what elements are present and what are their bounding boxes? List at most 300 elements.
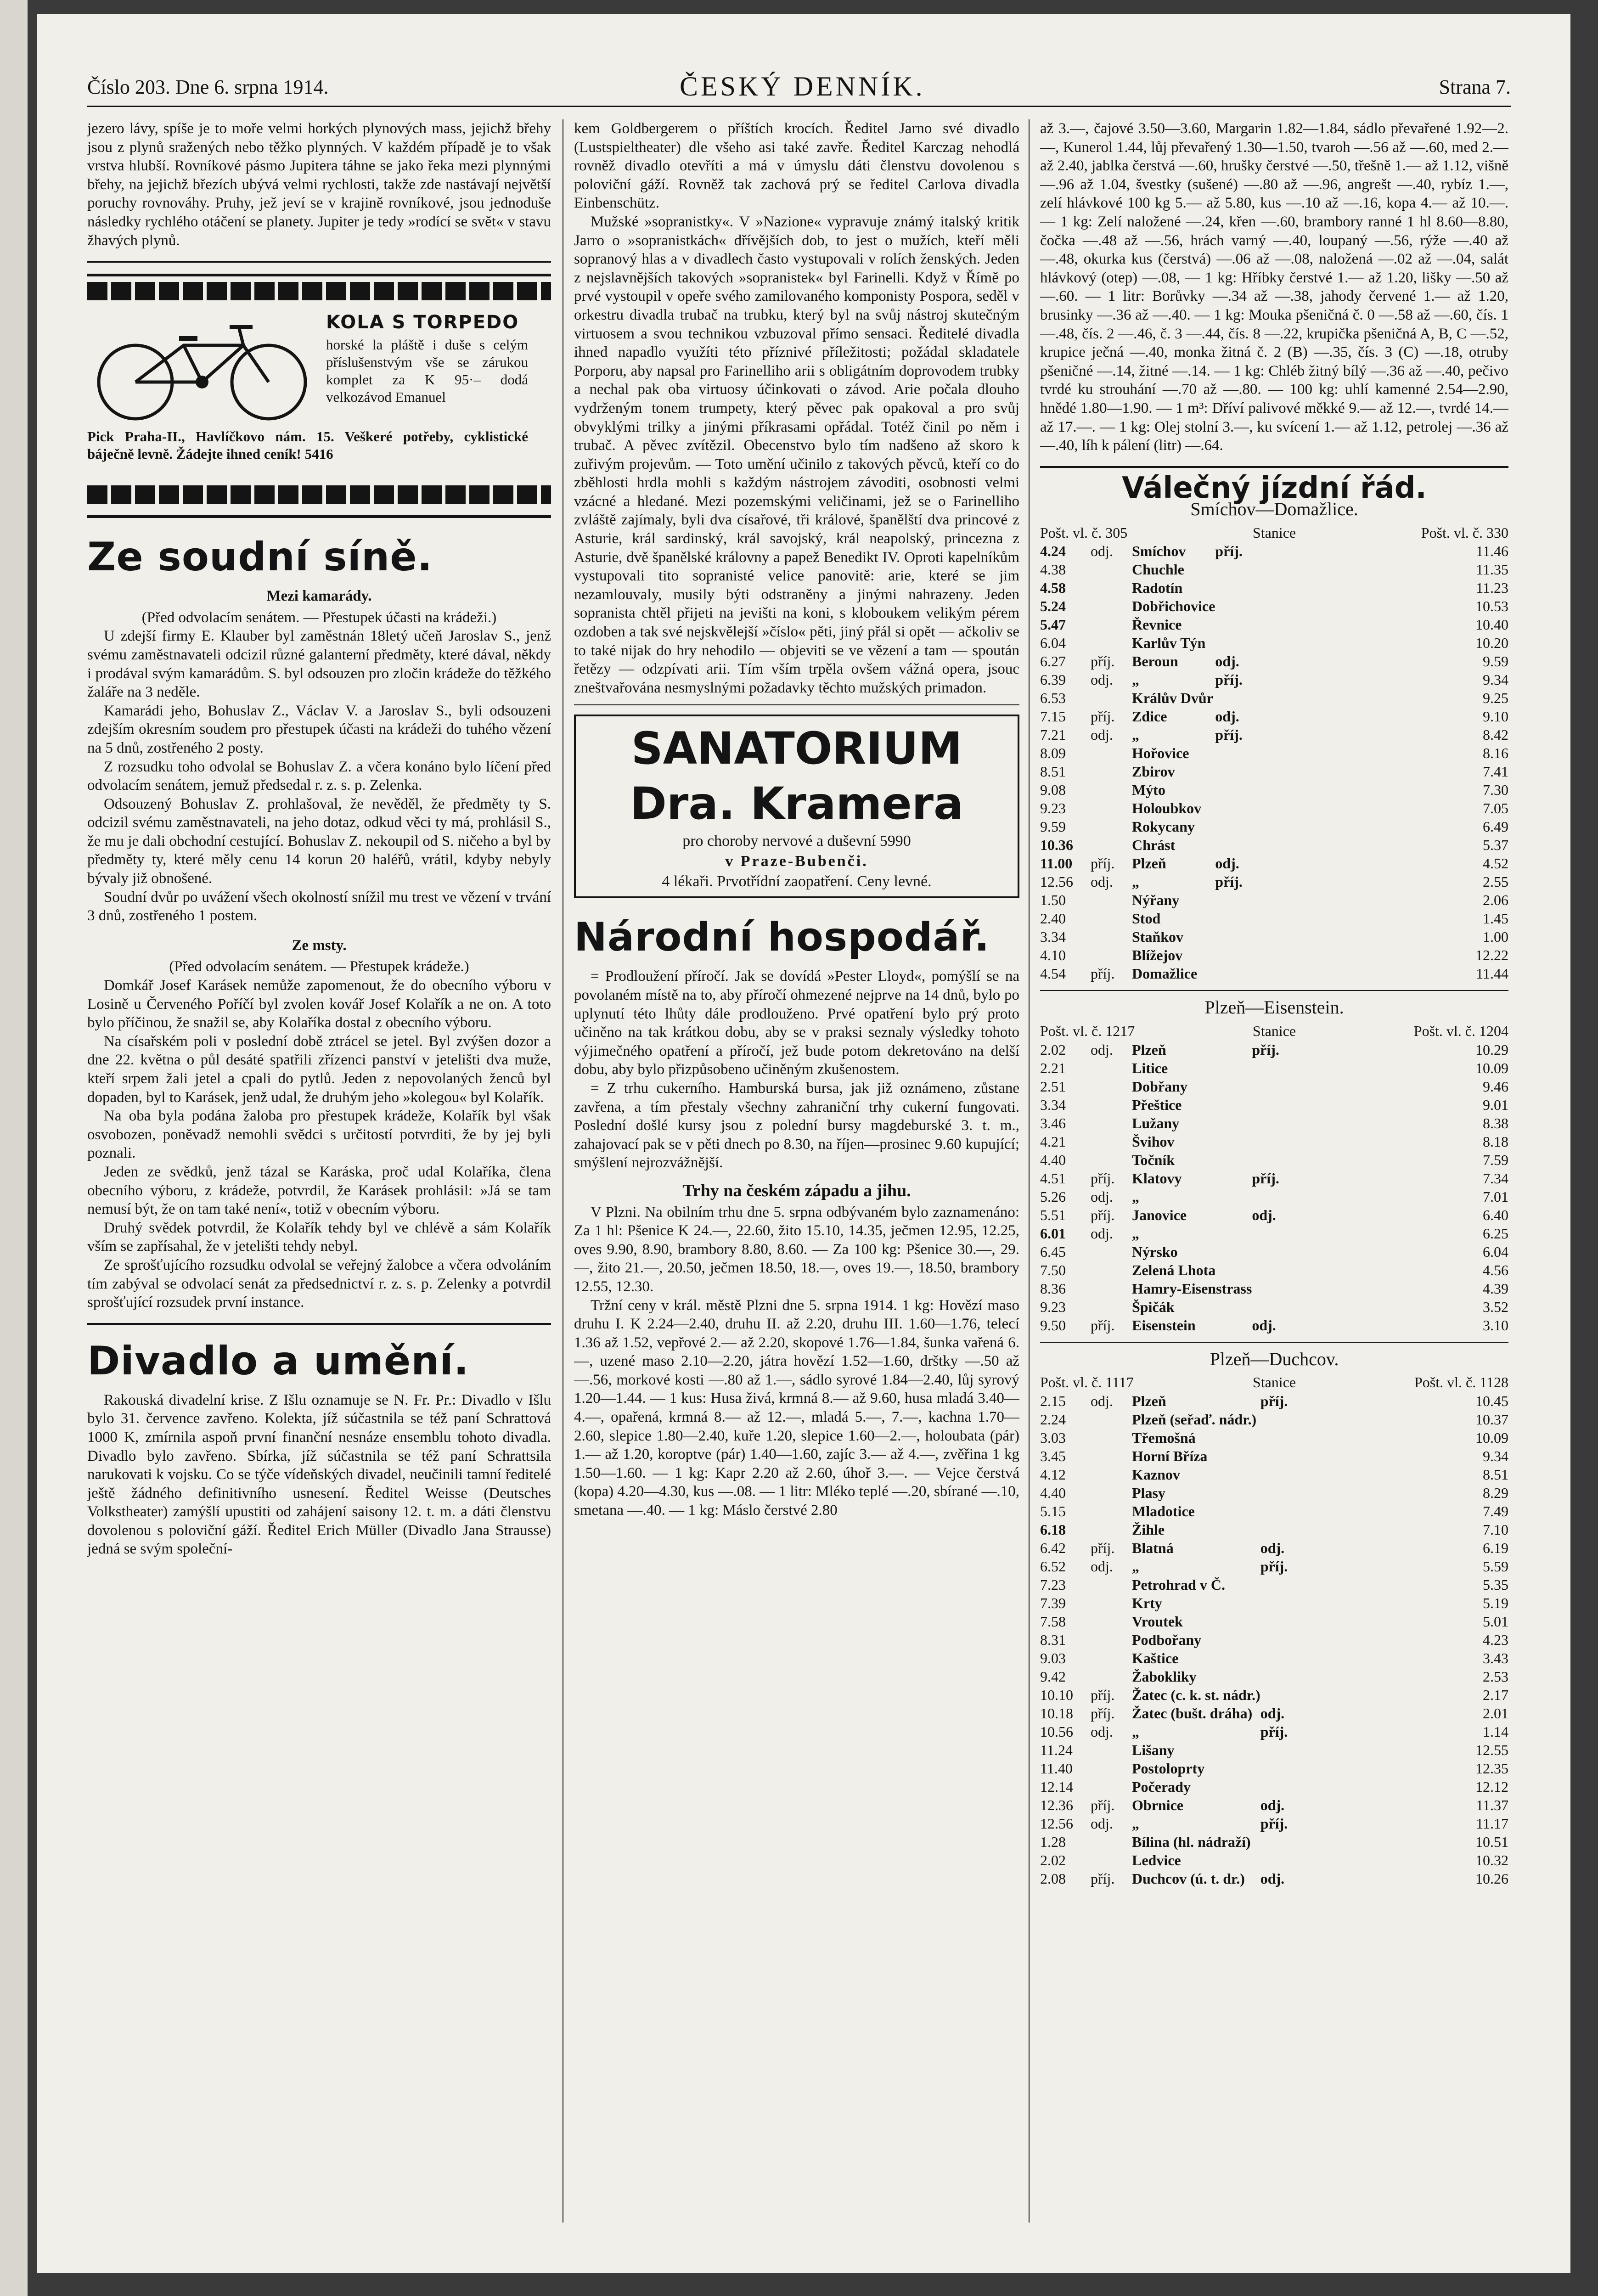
column-3 [1040, 119, 1508, 2232]
arrival-mark [1091, 597, 1132, 615]
arrival-mark [1215, 762, 1256, 781]
station-name: „ [1132, 1723, 1139, 1740]
departure-time: 4.40 [1040, 1484, 1066, 1501]
departure-time: 6.01 [1040, 1225, 1066, 1242]
timetable-table [1040, 1041, 1508, 1334]
station-name: „ [1132, 1558, 1139, 1575]
arrival-mark [1252, 1279, 1293, 1298]
station-name: Krty [1132, 1594, 1162, 1611]
table-row [1040, 1132, 1508, 1151]
arrival-mark [1215, 634, 1256, 652]
table-row [1040, 1814, 1508, 1833]
table-row [1040, 1243, 1508, 1261]
return-time: 5.19 [1483, 1594, 1508, 1611]
arrival-mark [1091, 1594, 1132, 1612]
station-name: Zbirov [1132, 763, 1175, 780]
departure-time: 7.15 [1040, 708, 1066, 725]
arrival-mark: odj. [1091, 1558, 1113, 1575]
header-right: Pošt. vl. č. 330 [1421, 524, 1508, 541]
station-name: Třemošná [1132, 1429, 1196, 1446]
arrival-mark [1091, 1631, 1132, 1649]
return-time: 12.55 [1475, 1741, 1508, 1758]
return-time: 9.10 [1483, 708, 1508, 725]
return-time: 9.34 [1483, 1447, 1508, 1464]
departure-time: 9.03 [1040, 1649, 1066, 1666]
return-time: 8.29 [1483, 1484, 1508, 1501]
table-row [1040, 1576, 1508, 1594]
arrival-mark [1252, 1151, 1293, 1169]
table-row [1040, 689, 1508, 707]
departure-time: 4.24 [1040, 543, 1066, 560]
arrival-mark [1091, 1465, 1132, 1484]
arrival-mark [1252, 1114, 1293, 1132]
return-time: 8.42 [1483, 726, 1508, 743]
departure-time: 7.39 [1040, 1594, 1066, 1611]
station-name: Mladotice [1132, 1503, 1195, 1519]
arrival-mark [1215, 579, 1256, 597]
station-name: Bílina (hl. nádraží) [1132, 1833, 1251, 1850]
ad-top-stripe [87, 282, 551, 300]
station-name: Hamry-Eisenstrass [1132, 1280, 1252, 1297]
arrival-mark [1252, 1298, 1293, 1316]
return-time: 2.17 [1483, 1686, 1508, 1703]
departure-time: 11.00 [1040, 855, 1073, 872]
arrival-mark [1091, 1059, 1132, 1077]
table-row [1040, 1447, 1508, 1465]
page-number: Strana 7. [1439, 76, 1511, 98]
table-row [1040, 597, 1508, 615]
table-row [1040, 799, 1508, 817]
return-time: 8.38 [1483, 1114, 1508, 1131]
return-time: 10.40 [1475, 616, 1508, 633]
departure-time: 6.27 [1040, 653, 1066, 670]
departure-time: 3.03 [1040, 1429, 1066, 1446]
station-name: Chrást [1132, 837, 1176, 854]
departure-time: 2.15 [1040, 1392, 1066, 1409]
newspaper-page [37, 14, 1570, 2273]
ad-text: horské la pláště i duše s celým příslušenstvým vše se zárukou komplet za K 95·– dodá velkozávod Emanuel [326, 337, 528, 405]
station-name: Karlův Týn [1132, 635, 1206, 652]
departure-time: 6.18 [1040, 1521, 1066, 1538]
departure-time: 3.46 [1040, 1114, 1066, 1131]
return-time: 11.37 [1476, 1796, 1508, 1813]
departure-time: 2.40 [1040, 910, 1066, 927]
station-name: Chuchle [1132, 561, 1184, 578]
return-time: 12.35 [1475, 1760, 1508, 1777]
arrival-mark [1252, 1243, 1293, 1261]
station-name: Horní Bříza [1132, 1447, 1208, 1464]
paragraph: U zdejší firmy E. Klauber byl zaměstnán 18letý učeň Jaroslav S., jenž svému zaměstnavateli odcizil různé galanterní předměty, které dával, někdy i prodával svým kamarádům. S. byl odsouzen pro zločin krádeže do těžkého žaláře na 3 neděle. [87, 628, 551, 701]
arrival-mark [1091, 1429, 1132, 1447]
departure-time: 6.42 [1040, 1539, 1066, 1556]
table-row [1040, 1722, 1508, 1741]
table-row [1040, 579, 1508, 597]
arrival-mark [1091, 1410, 1132, 1429]
market-prices-continued: až 3.—, čajové 3.50—3.60, Margarin 1.82—1.84, sádlo převařené 1.92—2.—, Kunerol 1.44, lůj převařený 1.30—1.50, tvaroh —.56 až —.60, med 2.— až 2.40, jablka čerstvá —.60, hrušky čerstvé —.50, třešně 1.— až 1.12, višně —.96 až 1.04, švestky (sušené) —.80 až —.96, angrešt —.40, rybíz 1.—, zelí hlávkové 100 kg 5.— až 5.80, kus —.10 až —.16, kopa 4.— až 10.—. — 1 kg: Zelí naložené —.24, křen —.60, brambory ranné 1 hl 8.60—8.80, čočka —.48 až —.56, hrách varný —.40, loupaný —.56, rýže —.40 až —.48, okurka kus (čerstvá) —.06 až —.08, naložená —.02 až —.04, salát hlávkový (otep) —.08, — 1 kg: Hříbky čerstvé 1.— až 1.20, lišky —.50 až —.60. — 1 litr: Borůvky —.34 až —.38, jahody červené 1.— až 1.20, brusinky —.36 až —.40. — 1 kg: Mouka pšeničná č. 0 —.58 až —.60, čís. 1 —.48, čís. 2 —.46, č. 3 —.44, čís. 8 —.22, krupička pšeničná A, B, C —.52, krupice ječná —.40, monka žitná č. 2 (B) —.35, čís. 3 (C) —.18, otruby pšeničné —.14, žitné —.14. — 1 kg: Chléb žitný bílý —.36 až —.40, pečivo tvrdé ku strouhání —.70 až —.80. — 100 kg: uhlí kamenné 2.54—2.90, hnědé 1.80—1.90. — 1 m³: Dříví palivové měkké 9.— až 12.—, tvrdé 14.— až 17.—. — 1 kg: Olej stolní 3.—, ku svícení 1.— až 1.12, petrolej —.36 až —.40, líh k pálení (litr) —.64. [1040, 120, 1508, 454]
column-2 [574, 119, 1019, 2232]
table-row [1040, 1649, 1508, 1667]
return-time: 1.45 [1483, 910, 1508, 927]
arrival-mark [1091, 1759, 1132, 1778]
departure-time: 6.52 [1040, 1558, 1066, 1575]
timetable-plzen-eisenstein [1040, 998, 1508, 1334]
arrival-mark [1091, 1741, 1132, 1759]
station-name: Petrohrad v Č. [1132, 1576, 1225, 1593]
departure-time: 6.45 [1040, 1243, 1066, 1260]
arrival-mark [1252, 1096, 1293, 1114]
arrival-mark [1252, 1187, 1293, 1206]
timetable-smichov-domazlice [1040, 500, 1508, 983]
station-name: Holoubkov [1132, 800, 1202, 817]
arrival-mark [1215, 817, 1256, 836]
station-name: Dobřichovice [1132, 598, 1215, 615]
arrival-mark [1091, 1502, 1132, 1520]
table-row [1040, 1465, 1508, 1484]
arrival-mark [1215, 781, 1256, 799]
return-time: 9.59 [1483, 653, 1508, 670]
departure-time: 9.23 [1040, 800, 1066, 817]
return-time: 9.46 [1483, 1078, 1508, 1095]
arrival-mark [1260, 1594, 1302, 1612]
return-time: 7.59 [1483, 1151, 1508, 1168]
station-name: Rokycany [1132, 818, 1195, 835]
arrival-mark: příj. [1215, 671, 1243, 688]
return-time: 7.01 [1483, 1188, 1508, 1205]
header-left: Pošt. vl. č. 1217 [1040, 1023, 1135, 1040]
station-name: Žabokliky [1132, 1668, 1197, 1685]
table-row [1040, 1410, 1508, 1429]
table-row [1040, 1502, 1508, 1520]
arrival-mark: odj. [1260, 1796, 1285, 1813]
paragraph: Z rozsudku toho odvolal se Bohuslav Z. a včera konáno bylo líčení před odvolacím senátem, jemuž předsedal r. z. s. p. Zelenka. [87, 758, 551, 794]
arrival-mark [1091, 946, 1132, 964]
table-row [1040, 1298, 1508, 1316]
arrival-mark [1215, 928, 1256, 946]
arrival-mark: příj. [1091, 708, 1115, 725]
departure-time: 3.34 [1040, 1096, 1066, 1113]
station-name: Nýřany [1132, 892, 1180, 909]
arrival-mark: příj. [1260, 1815, 1288, 1832]
station-name: Plzeň [1132, 855, 1166, 872]
return-time: 5.35 [1483, 1576, 1508, 1593]
station-name: Vroutek [1132, 1613, 1183, 1630]
station-name: Plzeň (seřaď. nádr.) [1132, 1411, 1257, 1428]
return-time: 6.04 [1483, 1243, 1508, 1260]
arrival-mark [1091, 1649, 1132, 1667]
return-time: 5.37 [1483, 837, 1508, 854]
table-row [1040, 891, 1508, 909]
arrival-mark: příj. [1215, 726, 1243, 743]
return-time: 8.18 [1483, 1133, 1508, 1150]
return-time: 11.44 [1476, 965, 1508, 982]
departure-time: 8.31 [1040, 1631, 1066, 1648]
table-row [1040, 1594, 1508, 1612]
header-left: Pošt. vl. č. 305 [1040, 524, 1128, 541]
station-name: Lužany [1132, 1114, 1180, 1131]
table-row [1040, 1206, 1508, 1224]
astronomy-article-end: jezero lávy, spíše je to moře velmi horkých plynových mass, jejichž břehy jsou z plynů sražených nebo těžko plynných. V každém případě je to však vrstva hlubší. Rovníkové pásmo Jupitera táhne se jako řeka mezi plynnými břehy, na jejichž březích ubývá velmi rychlosti, takže zde nastávají největší poruchy rovnováhy. Pruhy, jež jeví se v krajině rovníkové, jsou jednoduše následky rychlého otáčení se planety. Jupiter je tedy »rodící se svět« v stavu žhavých plynů. [87, 120, 551, 249]
table-row [1040, 1557, 1508, 1576]
departure-time: 10.56 [1040, 1723, 1073, 1740]
station-name: „ [1132, 1815, 1139, 1832]
separator [87, 1323, 551, 1325]
station-name: Janovice [1132, 1206, 1187, 1223]
ad-title: KOLA S TORPEDO [326, 312, 519, 333]
arrival-mark: odj. [1215, 708, 1239, 725]
paragraph: Odsouzený Bohuslav Z. prohlašoval, že nevěděl, že předměty ty S. odcizil svému zaměstnavateli, na jeho dotaz, odkud věci ty má, prohlásil S., že mu je dali obchodní cestující. Bohuslav Z. nekoupil od S. ničeho a byl by předměty ty, které měly cenu 14 korun 20 haléřů, vrátil, kdyby nebyly bývaly již obnošené. [87, 795, 551, 887]
departure-time: 4.12 [1040, 1466, 1066, 1483]
market-heading: Trhy na českém západu a jihu. [682, 1181, 911, 1200]
arrival-mark [1091, 615, 1132, 634]
return-time: 6.25 [1483, 1225, 1508, 1242]
return-time: 12.12 [1475, 1778, 1508, 1795]
arrival-mark [1260, 1502, 1302, 1520]
return-time: 10.37 [1475, 1411, 1508, 1428]
arrival-mark [1215, 964, 1256, 983]
story-note: (Před odvolacím senátem. — Přestupek krádeže.) [169, 958, 469, 975]
arrival-mark [1091, 1077, 1132, 1096]
departure-time: 9.50 [1040, 1317, 1066, 1334]
departure-time: 5.15 [1040, 1503, 1066, 1519]
arrival-mark [1091, 560, 1132, 579]
station-name: Řevnice [1132, 616, 1182, 633]
section-heading-court: Ze soudní síně. [87, 534, 433, 580]
departure-time: 4.40 [1040, 1151, 1066, 1168]
arrival-mark [1091, 762, 1132, 781]
table-row [1040, 762, 1508, 781]
station-name: Blížejov [1132, 947, 1183, 964]
arrival-mark: odj. [1252, 1206, 1276, 1223]
station-name: Špičák [1132, 1298, 1175, 1315]
paragraph: kem Goldbergerem o příštích krocích. Ředitel Jarno své divadlo (Lustspieltheater) dle všeho asi také zavře. Ředitel Karczag nehodlá rovněž divadlo otevříti a má v úmyslu dáti členstvu dovolenou s poloviční gáží. Rovněž tak zachová prý se ředitel Carlova divadla Einbenschütz. [574, 120, 1019, 212]
paragraph: = Z trhu cukerního. Hamburská bursa, jak již oznámeno, zůstane zavřena, a tím přestaly všechny zahraniční trhy cukerní fungovati. Poslední došlé kursy jsou z polední bursy magdeburské 3. t. m., zahajovací pak se v pěti dnech po 8.30, na říjen—prosinec 9.60 kupující; smýšlení nejrozvážnější. [574, 1080, 1019, 1171]
table-row [1040, 1833, 1508, 1851]
return-time: 4.52 [1483, 855, 1508, 872]
arrival-mark [1091, 1576, 1132, 1594]
return-time: 5.59 [1483, 1558, 1508, 1575]
arrival-mark: příj. [1260, 1392, 1288, 1409]
departure-time: 7.23 [1040, 1576, 1066, 1593]
departure-time: 11.40 [1040, 1760, 1073, 1777]
table-row [1040, 964, 1508, 983]
return-time: 4.39 [1483, 1280, 1508, 1297]
station-name: Přeštice [1132, 1096, 1182, 1113]
route-title: Plzeň—Duchcov. [1210, 1348, 1339, 1369]
station-name: Kaznov [1132, 1466, 1180, 1483]
station-name: Staňkov [1132, 929, 1184, 945]
departure-time: 9.59 [1040, 818, 1066, 835]
arrival-mark [1091, 1851, 1132, 1869]
departure-time: 12.36 [1040, 1796, 1073, 1813]
station-name: Stod [1132, 910, 1161, 927]
departure-time: 8.51 [1040, 763, 1066, 780]
arrival-mark [1260, 1759, 1302, 1778]
arrival-mark: odj. [1260, 1539, 1285, 1556]
table-row [1040, 1059, 1508, 1077]
arrival-mark: příj. [1091, 1317, 1115, 1334]
masthead-title: ČESKÝ DENNÍK. [680, 71, 925, 101]
station-name: Litice [1132, 1059, 1168, 1076]
return-time: 7.49 [1483, 1503, 1508, 1519]
table-row [1040, 1392, 1508, 1410]
arrival-mark: odj. [1091, 543, 1113, 560]
arrival-mark [1260, 1649, 1302, 1667]
departure-time: 10.36 [1040, 837, 1073, 854]
arrival-mark [1215, 909, 1256, 928]
arrival-mark [1252, 1261, 1293, 1279]
table-row [1040, 946, 1508, 964]
departure-time: 4.51 [1040, 1170, 1066, 1187]
table-row [1040, 1484, 1508, 1502]
arrival-mark: odj. [1091, 671, 1113, 688]
table-row [1040, 854, 1508, 872]
station-name: Hořovice [1132, 745, 1189, 762]
arrival-mark: příj. [1091, 653, 1115, 670]
arrival-mark [1091, 1612, 1132, 1631]
return-time: 2.53 [1483, 1668, 1508, 1685]
station-name: Žatec (bušt. dráha) [1132, 1705, 1253, 1722]
departure-time: 4.21 [1040, 1133, 1066, 1150]
table-row [1040, 1869, 1508, 1888]
station-name: „ [1132, 726, 1139, 743]
arrival-mark [1091, 1833, 1132, 1851]
departure-time: 12.14 [1040, 1778, 1073, 1795]
departure-time: 2.24 [1040, 1411, 1066, 1428]
table-header [1040, 1373, 1508, 1392]
arrival-mark [1252, 1132, 1293, 1151]
paragraph: Domkář Josef Karásek nemůže zapomenout, že do obecního výboru v Losině u Červeného Poříčí byl zvolen kovář Josef Kolařík a ne on. A toto bylo příčinou, že snažil se, aby Kolaříka dostal z obecního výboru. [87, 977, 551, 1031]
paragraph: V Plzni. Na obilním trhu dne 5. srpna odbývaném bylo zaznamenáno: Za 1 hl: Pšenice K 24.—, 22.60, žito 15.10, 14.35, ječmen 12.95, 12.25, oves 9.90, 8.90, brambory 8.80, 8.60. — Za 100 kg: Pšenice 30.—, 29.—, žito 21.—, 20.50, ječmen 18.50, 18.—, oves 19.—, 18.50, brambory 12.55, 12.30. [574, 1204, 1019, 1295]
arrival-mark: odj. [1091, 726, 1113, 743]
arrival-mark [1215, 891, 1256, 909]
arrival-mark [1260, 1484, 1302, 1502]
arrival-mark [1215, 615, 1256, 634]
arrival-mark [1091, 799, 1132, 817]
table-row [1040, 836, 1508, 854]
paragraph: Rakouská divadelní krise. Z Išlu oznamuje se N. Fr. Pr.: Divadlo v Išlu bylo 31. července zavřeno. Kolekta, jíž súčastnila se též paní Schrattová 1000 K, zmírnila aspoň první finanční nesnáze ensemblu tohoto divadla. Divadlo bylo zavřeno. Sbírka, jíž súčastnila se též paní Schrattsila narukovati k vojsku. Co se týče vídeňských divadel, neučinili tamní ředitelé ještě žádného definitivního usnesení. Ředitel Weisse (Deutsches Volkstheater) zamýšlí upustiti od zahájení saisony 12. t. m. a dáti členstvu dovolenou s poloviční gáží. Ředitel Erich Müller (Divadlo Jana Strausse) jedná se svým společní- [87, 1391, 551, 1558]
page-header [87, 69, 1511, 106]
table-row [1040, 1851, 1508, 1869]
header-left: Pošt. vl. č. 1117 [1040, 1374, 1134, 1391]
table-row [1040, 1224, 1508, 1243]
bicycle-advertisement [87, 274, 551, 518]
departure-time: 4.54 [1040, 965, 1066, 982]
arrival-mark [1091, 781, 1132, 799]
table-row [1040, 1520, 1508, 1539]
arrival-mark [1091, 817, 1132, 836]
station-name: Točník [1132, 1151, 1175, 1168]
timetable-table [1040, 1392, 1508, 1888]
arrival-mark [1260, 1447, 1302, 1465]
departure-time: 10.10 [1040, 1686, 1073, 1703]
header-right: Pošt. vl. č. 1128 [1414, 1374, 1508, 1391]
return-time: 10.26 [1475, 1870, 1508, 1887]
arrival-mark: odj. [1252, 1317, 1276, 1334]
table-row [1040, 781, 1508, 799]
departure-time: 10.18 [1040, 1705, 1073, 1722]
station-name: Postoloprty [1132, 1760, 1205, 1777]
return-time: 1.14 [1483, 1723, 1508, 1740]
paragraph: Soudní dvůr po uvážení všech okolností snížil mu trest ve vězení v trvání 3 dnů, zostřeného 1 postem. [87, 889, 551, 924]
return-time: 2.55 [1483, 873, 1508, 890]
departure-time: 7.58 [1040, 1613, 1066, 1630]
arrival-mark [1091, 1520, 1132, 1539]
table-row [1040, 542, 1508, 560]
table-row [1040, 1759, 1508, 1778]
route-title: Plzeň—Eisenstein. [1204, 997, 1344, 1018]
arrival-mark [1260, 1429, 1302, 1447]
arrival-mark: odj. [1260, 1705, 1285, 1722]
station-name: Plzeň [1132, 1041, 1166, 1058]
arrival-mark [1091, 1279, 1132, 1298]
arrival-mark [1215, 836, 1256, 854]
departure-time: 8.09 [1040, 745, 1066, 762]
table-header [1040, 1022, 1508, 1041]
paragraph: Jeden ze svědků, jenž tázal se Karáska, proč udal Kolaříka, člena obecního výboru, z krádeže, potvrdil, že Karásek prohlásil: »Já se tam nemusí být, že on tam také není«, totiž v obecním výboru. [87, 1163, 551, 1218]
paragraph: Ze sprošťujícího rozsudku odvolal se veřejný žalobce a včera odvoláním tím zabýval se odvolací senát za předsednictví r. z. s. p. Zelenky a potvrdil sprošťující rozsudek první instance. [87, 1256, 551, 1311]
separator [1040, 990, 1508, 991]
table-row [1040, 1631, 1508, 1649]
paragraph: = Prodloužení příročí. Jak se dovídá »Pester Lloyd«, pomýšlí se na povolaném místě na to, aby příročí ohmezené nejprve na 14 dnů, bylo po uplynutí této lhůty dále prodlouženo. Prvé opatření bylo prý proto učiněno na tak krátkou dobu, aby se v praksi seznaly výsledky tohoto výjimečného opatření a příročí, jež bude potom dekretováno na delší dobu, aby bylo přizpůsobeno učiněným zkušenostem. [574, 968, 1019, 1078]
arrival-mark [1260, 1576, 1302, 1594]
table-row [1040, 1114, 1508, 1132]
table-row [1040, 817, 1508, 836]
table-row [1040, 1686, 1508, 1704]
station-name: Zelená Lhota [1132, 1261, 1216, 1278]
section-heading-theatre: Divadlo a umění. [87, 1338, 469, 1384]
departure-time: 1.50 [1040, 892, 1066, 909]
return-time: 7.05 [1483, 800, 1508, 817]
arrival-mark: příj. [1091, 1705, 1115, 1722]
arrival-mark: příj. [1091, 1170, 1115, 1187]
arrival-mark [1091, 1667, 1132, 1686]
arrival-mark: příj. [1252, 1041, 1279, 1058]
return-time: 4.23 [1483, 1631, 1508, 1648]
separator [1040, 1342, 1508, 1343]
station-name: Kaštice [1132, 1649, 1179, 1666]
arrival-mark: příj. [1252, 1170, 1279, 1187]
table-row [1040, 615, 1508, 634]
departure-time: 2.51 [1040, 1078, 1066, 1095]
table-row [1040, 634, 1508, 652]
table-row [1040, 744, 1508, 762]
arrival-mark [1252, 1224, 1293, 1243]
sanatorium-line: 4 lékaři. Prvotřídní zaopatření. Ceny levné. [662, 873, 932, 890]
separator [574, 704, 1019, 705]
station-name: Radotín [1132, 580, 1183, 597]
section-heading-economy: Národní hospodář. [574, 914, 990, 961]
return-time: 10.32 [1475, 1851, 1508, 1868]
departure-time: 7.21 [1040, 726, 1066, 743]
station-name: Nýrsko [1132, 1243, 1178, 1260]
sanatorium-advertisement [574, 715, 1019, 898]
arrival-mark [1091, 928, 1132, 946]
arrival-mark: příj. [1260, 1723, 1288, 1740]
departure-time: 3.45 [1040, 1447, 1066, 1464]
arrival-mark [1091, 579, 1132, 597]
paragraph: Na císařském poli v poslední době ztrácel se jetel. Byl zvýšen dozor a dne 22. května o půl desáté spatřili zřízenci panství v jetelišti dva muže, kteří srpem žali jetel a cpali do pytlů. Jeden z nepovolaných ženců byl dopaden, byl to Karásek, jenž udal, že druhým jeho »kolegou« byl Kolařík. [87, 1033, 551, 1106]
return-time: 7.34 [1483, 1170, 1508, 1187]
station-name: Lišany [1132, 1741, 1175, 1758]
arrival-mark: příj. [1260, 1558, 1288, 1575]
story-note: (Před odvolacím senátem. — Přestupek účasti na krádeži.) [141, 609, 497, 626]
arrival-mark: příj. [1215, 873, 1243, 890]
table-row [1040, 928, 1508, 946]
table-row [1040, 1778, 1508, 1796]
arrival-mark [1091, 1096, 1132, 1114]
sanatorium-location: v Praze-Bubenči. [725, 853, 868, 870]
arrival-mark [1091, 1132, 1132, 1151]
